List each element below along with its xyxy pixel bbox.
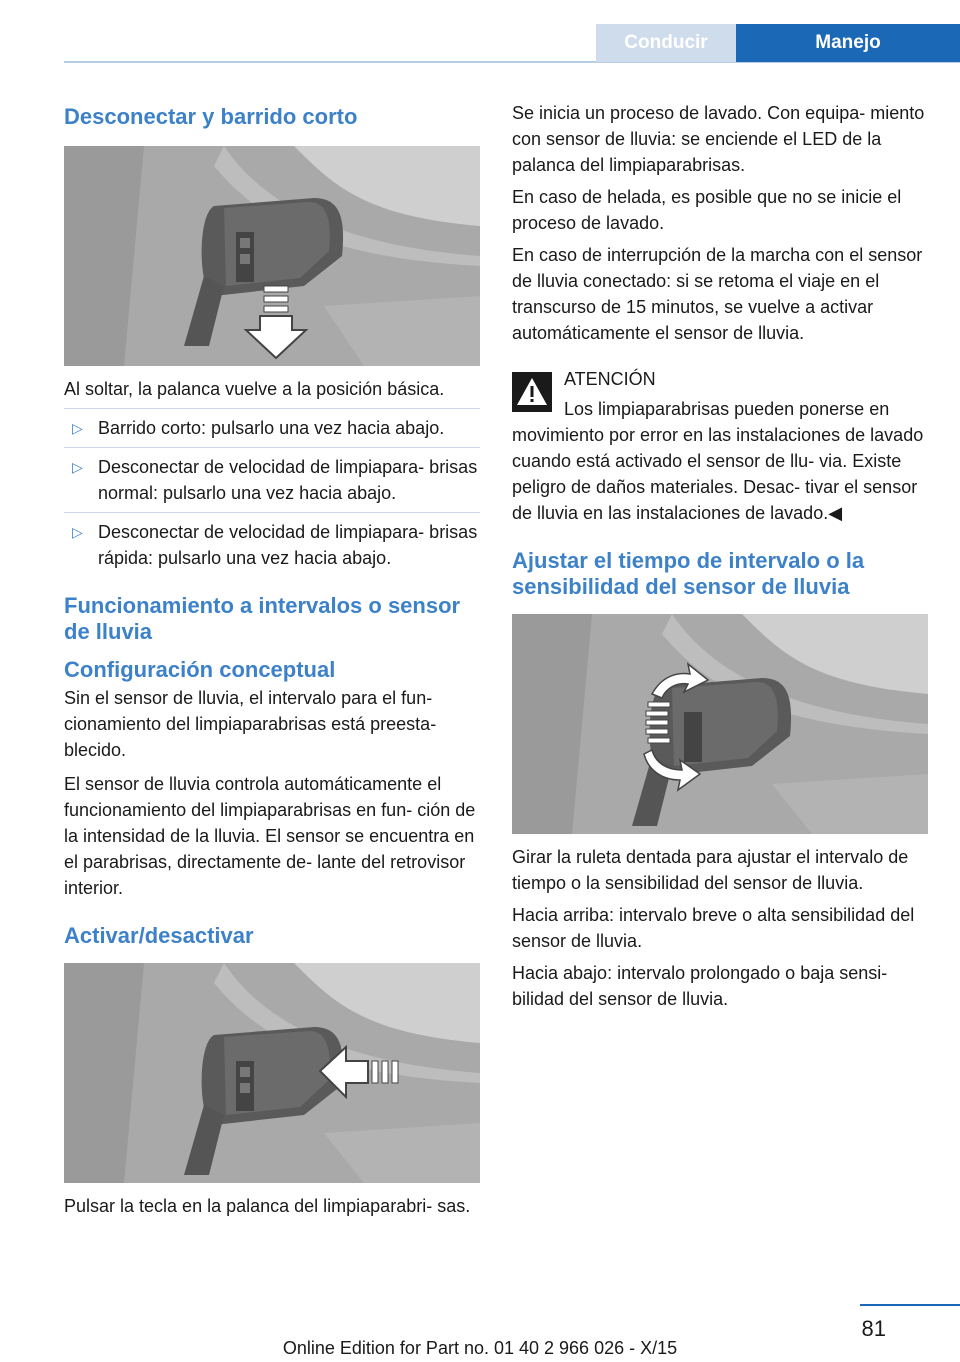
footer-rule [860, 1304, 960, 1306]
paragraph-abajo: Hacia abajo: intervalo prolongado o baja sensi‐ bilidad del sensor de lluvia. [512, 963, 888, 1009]
warning-title: ATENCIÓN [564, 369, 656, 389]
heading-desconectar: Desconectar y barrido corto [64, 104, 358, 129]
chapter-tab[interactable]: Manejo [736, 24, 960, 62]
right-column [512, 100, 928, 1012]
triangle-bullet-icon: ▷ [72, 459, 83, 475]
list-item-text: Barrido corto: pulsarlo una vez hacia abajo. [98, 418, 445, 438]
paragraph-helada: En caso de helada, es posible que no se inicie el proceso de lavado. [512, 187, 902, 233]
list-item [64, 415, 480, 441]
divider [64, 447, 480, 448]
heading-funcionamiento: Funcionamiento a intervalos o sensor de lluvia [64, 593, 461, 644]
list-item-text: Desconectar de velocidad de limpiapara‐ brisas normal: pulsarlo una vez hacia abajo. [98, 457, 478, 503]
triangle-bullet-icon: ▷ [72, 420, 83, 436]
divider [64, 408, 480, 409]
heading-ajustar: Ajustar el tiempo de intervalo o la sensibilidad del sensor de lluvia [512, 548, 865, 599]
figure-lever-press [64, 963, 480, 1183]
paragraph-interrupcion: En caso de interrupción de la marcha con el sensor de lluvia conectado: si se retoma el viaje en el transcurso de 15 minutos, se vuelve a activar automáticamente el sensor de lluvia. [512, 245, 923, 343]
warning-icon [512, 372, 552, 412]
lever-press-illustration [64, 963, 480, 1183]
warning-body: movimiento por error en las instalaciones de lavado cuando está activado el sensor de llu‐ via. Existe peligro de daños materiales. Desac‐ tivar el sensor de lluvia en las instalaciones de lavado.◀ [512, 425, 924, 523]
paragraph-lavado: Se inicia un proceso de lavado. Con equipa‐ miento con sensor de lluvia: se enciende el LED de la palanca del limpiaparabrisas. [512, 103, 925, 175]
lever-wheel-illustration [512, 614, 928, 834]
paragraph-sensor-controla: El sensor de lluvia controla automáticamente el funcionamiento del limpiaparabrisas en fun‐ ción de la intensidad de la lluvia. El sensor se encuentra en el parabrisas, directamente de‐ lante del retrovisor interior. [64, 774, 476, 898]
heading-configuracion: Configuración conceptual [64, 657, 336, 682]
lever-down-illustration [64, 146, 480, 366]
page-number: 81 [861, 1316, 886, 1341]
warning-box [512, 366, 928, 526]
list-item-text: Desconectar de velocidad de limpiapara‐ brisas rápida: pulsarlo una vez hacia abajo. [98, 522, 478, 568]
divider [64, 512, 480, 513]
paragraph-sin-sensor: Sin el sensor de lluvia, el intervalo para el fun‐ cionamiento del limpiaparabrisas está preesta‐ blecido. [64, 688, 437, 760]
warning-first-line: Los limpiaparabrisas pueden ponerse en [564, 399, 890, 419]
edition-note: Online Edition for Part no. 01 40 2 966 026 - X/15 [282, 1338, 678, 1358]
triangle-bullet-icon: ▷ [72, 524, 83, 540]
list-item [64, 454, 480, 506]
section-tab[interactable]: Conducir [596, 24, 736, 62]
paragraph-soltar: Al soltar, la palanca vuelve a la posición básica. [64, 379, 445, 399]
left-column [64, 100, 480, 1219]
paragraph-girar: Girar la ruleta dentada para ajustar el intervalo de tiempo o la sensibilidad del sensor de lluvia. [512, 847, 909, 893]
paragraph-arriba: Hacia arriba: intervalo breve o alta sensibilidad del sensor de lluvia. [512, 905, 915, 951]
list-item [64, 519, 480, 571]
figure-lever-wheel [512, 614, 928, 834]
heading-activar: Activar/desactivar [64, 923, 254, 948]
paragraph-pulsar: Pulsar la tecla en la palanca del limpiaparabri‐ sas. [64, 1196, 471, 1216]
figure-lever-down [64, 146, 480, 366]
